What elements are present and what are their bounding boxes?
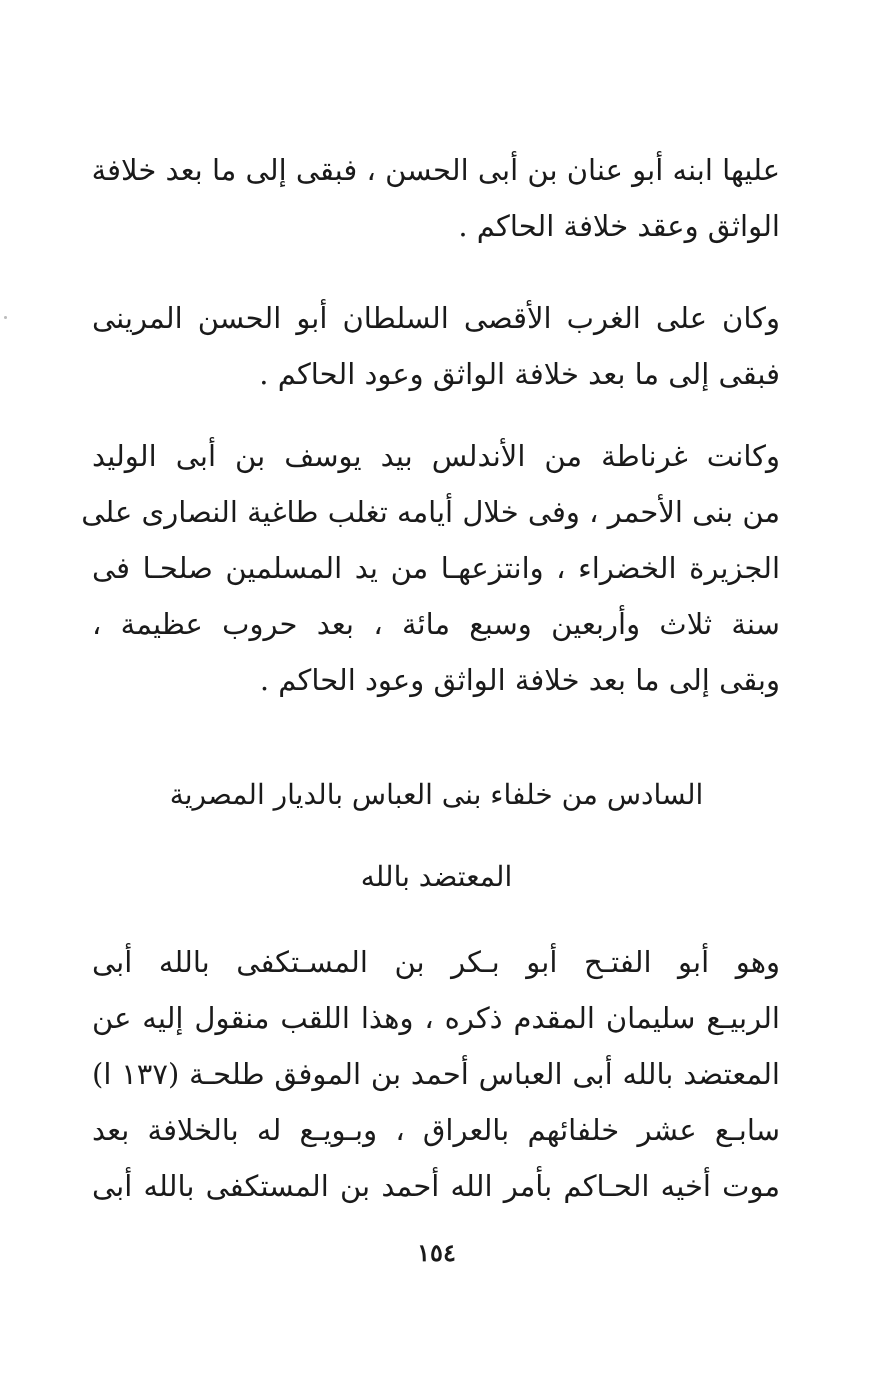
paragraph-maghreb [92, 290, 780, 402]
text-line: المعتضد بالله أبى العباس أحمد بن الموفق طلحـة (١٣٧ ا) [92, 1057, 780, 1091]
text-line: من بنى الأحمر ، وفى خلال أيامه تغلب طاغية النصارى على [81, 495, 780, 529]
paragraph-granada [81, 428, 780, 708]
text-line: سابـع عشر خلفائهم بالعراق ، وبـويـع له بالخلافة بعد [92, 1113, 780, 1147]
text-line: وبقى إلى ما بعد خلافة الواثق وعود الحاكم . [259, 663, 780, 697]
scan-speck [4, 316, 7, 319]
text-line: الجزيرة الخضراء ، وانتزعهـا من يد المسلمين صلحـا فى [92, 551, 780, 585]
section-heading: السادس من خلفاء بنى العباس بالديار المصرية [169, 778, 704, 811]
text-line: وهو أبو الفتـح أبو بـكر بن المسـتكفى بالله أبى [92, 945, 780, 979]
text-line: سنة ثلاث وأربعين وسبع مائة ، بعد حروب عظيمة ، [92, 607, 780, 641]
paragraph-al-mutadid [92, 934, 780, 1214]
text-line: موت أخيه الحـاكم بأمر الله أحمد بن المستكفى بالله أبى [92, 1169, 780, 1203]
text-line: الربيـع سليمان المقدم ذكره ، وهذا اللقب منقول إليه عن [92, 1001, 780, 1035]
text-line: الواثق وعقد خلافة الحاكم . [458, 209, 780, 243]
text-line: عليها ابنه أبو عنان بن أبى الحسن ، فبقى إلى ما بعد خلافة [91, 153, 780, 187]
text-line: وكان على الغرب الأقصى السلطان أبو الحسن المرينى [92, 301, 780, 335]
text-line: وكانت غرناطة من الأندلس بيد يوسف بن أبى الوليد [92, 439, 780, 473]
paragraph-abu-inan [92, 142, 780, 254]
section-subheading: المعتضد بالله [360, 860, 513, 893]
page-number: ١٥٤ [417, 1238, 456, 1267]
text-line: فبقى إلى ما بعد خلافة الواثق وعود الحاكم . [259, 357, 780, 391]
